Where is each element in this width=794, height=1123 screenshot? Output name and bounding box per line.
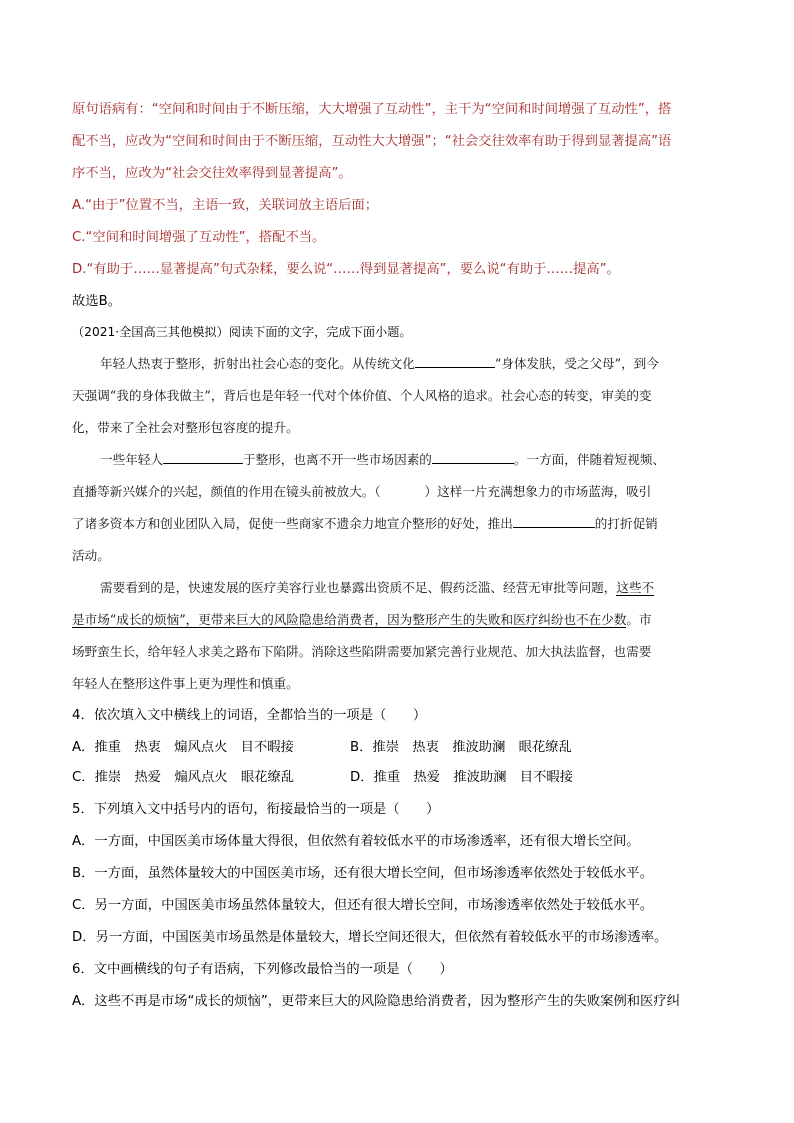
passage-text: ）这样一片充满想象力的市场蓝海，吸引: [424, 484, 652, 499]
passage-text: 。一方面，伴随着短视频、: [513, 452, 665, 467]
q4-option-a[interactable]: A．推重 热衷 煽风点火 目不暇接: [72, 740, 294, 755]
passage-p1-line-2: 天强调“我的身体我做主”，背后也是年轻一代对个体价值、个人风格的追求。社会心态的转变，审美的变: [72, 388, 652, 403]
fill-blank-3: [432, 450, 514, 464]
passage-text: “身体发肤，受之父母”，到今: [494, 356, 659, 371]
q6-stem: 6．文中画横线的句子有语病，下列修改最恰当的一项是（ ）: [72, 962, 453, 977]
q4-stem: 4．依次填入文中横线上的词语，全都恰当的一项是（ ）: [72, 708, 427, 723]
q4-option-b[interactable]: B．推崇 热衷 推波助澜 眼花缭乱: [350, 740, 572, 755]
fill-blank-1: [415, 354, 495, 368]
analysis-line-1: 原句语病有：“空间和时间由于不断压缩，大大增强了互动性”，主干为“空间和时间增强了互动性”，搭: [72, 102, 672, 117]
passage-p2-line-4: 活动。: [72, 548, 110, 563]
passage-p3-line-1: [100, 578, 654, 598]
analysis-option-a: A.“由于”位置不当，主语一致，关联词放主语后面；: [72, 198, 379, 213]
q4-option-c[interactable]: C．推崇 热爱 煽风点火 眼花缭乱: [72, 770, 295, 785]
passage-p2-line-2: [72, 482, 651, 502]
answer-line: 故选B。: [72, 294, 122, 309]
passage-p2-line-1: [100, 450, 665, 470]
passage-p1-line-1: [100, 354, 659, 374]
q5-stem: 5．下列填入文中括号内的语句，衔接最恰当的一项是（ ）: [72, 802, 440, 817]
passage-text: 需要看到的是，快速发展的医疗美容行业也暴露出资质不足、假药泛滥、经营无审批等问题，: [100, 580, 617, 595]
fill-blank-2: [163, 450, 243, 464]
passage-text: 于整形，也离不开一些市场因素的: [242, 452, 432, 467]
question-source: （2021·全国高三其他模拟）阅读下面的文字，完成下面小题。: [72, 325, 412, 339]
q4-option-d[interactable]: D．推重 热爱 推波助澜 目不暇接: [350, 770, 573, 785]
passage-text: 直播等新兴媒介的兴起，颜值的作用在镜头前被放大。（: [72, 484, 381, 499]
passage-p2-line-3: [72, 514, 658, 534]
passage-text: 了诸多资本方和创业团队入局，促使一些商家不遗余力地宣介整形的好处，推出: [72, 516, 513, 531]
q5-option-d[interactable]: D．另一方面，中国医美市场虽然是体量较大，增长空间还很大，但依然有着较低水平的市场渗透率。: [72, 930, 668, 945]
passage-text: 的打折促销: [594, 516, 658, 531]
q5-option-b[interactable]: B．一方面，虽然体量较大的中国医美市场，还有很大增长空间，但市场渗透率依然处于较低水平。: [72, 866, 653, 881]
q6-option-a[interactable]: A．这些不再是市场“成长的烦恼”，更带来巨大的风险隐患给消费者，因为整形产生的失败案例和医疗纠: [72, 994, 680, 1009]
analysis-line-3: 序不当，应改为“社会交往效率得到显著提高”。: [72, 166, 352, 181]
passage-p3-line-3: 场野蛮生长，给年轻人求美之路布下陷阱。消除这些陷阱需要加紧完善行业规范、加大执法监督，也需要: [72, 644, 652, 659]
analysis-option-c: C.“空间和时间增强了互动性”，搭配不当。: [72, 230, 326, 245]
passage-text: 年轻人热衷于整形，折射出社会心态的变化。从传统文化: [100, 356, 415, 371]
passage-text: 一些年轻人: [100, 452, 163, 467]
passage-p1-line-3: 化，带来了全社会对整形包容度的提升。: [72, 420, 299, 435]
q5-option-a[interactable]: A．一方面，中国医美市场体量大得很，但依然有着较低水平的市场渗透率，还有很大增长空间。: [72, 834, 640, 849]
analysis-option-d: D.“有助于……显著提高”句式杂糅，要么说“……得到显著提高”，要么说“有助于……提高”。: [72, 262, 620, 277]
q5-option-c[interactable]: C．另一方面，中国医美市场虽然体量较大，但还有很大增长空间，市场渗透率依然处于较低水平。: [72, 898, 654, 913]
passage-p3-line-4: 年轻人在整形这件事上更为理性和慎重。: [72, 676, 299, 691]
underlined-sentence: 是市场“成长的烦恼”，更带来巨大的风险隐患给消费者，因为整形产生的失败和医疗纠纷也不在少数: [72, 612, 627, 627]
passage-text: 。市: [626, 612, 652, 627]
analysis-line-2: 配不当，应改为“空间和时间由于不断压缩，互动性大大增强”；“社会交往效率有助于得到显著提高”语: [72, 134, 672, 149]
fill-blank-4: [513, 514, 595, 528]
passage-p3-line-2: [72, 610, 652, 630]
underlined-sentence-start: 这些不: [616, 580, 655, 595]
